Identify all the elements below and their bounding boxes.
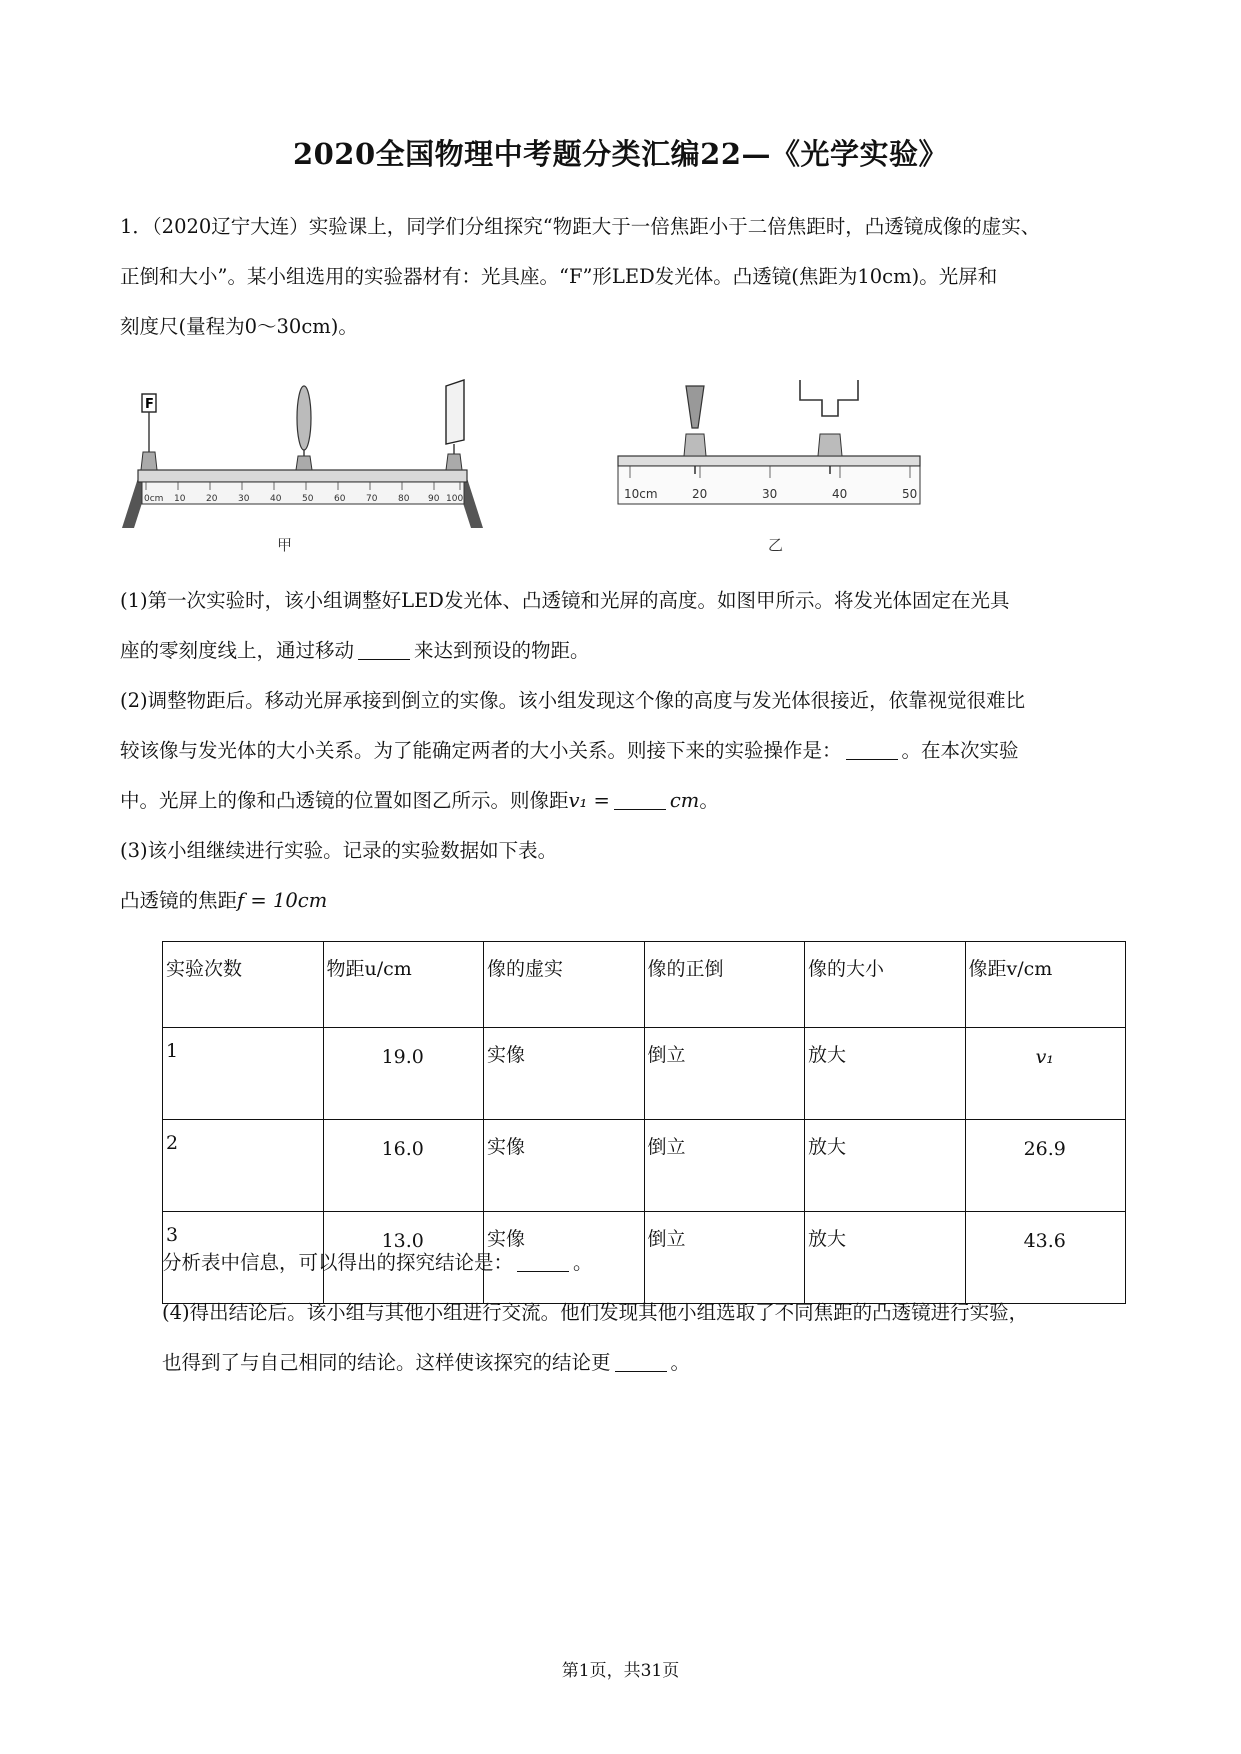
table-header-cell: 像距v/cm: [965, 942, 1126, 1028]
part-1-line-a: (1)第一次实验时，该小组调整好LED发光体、凸透镜和光屏的高度。如图甲所示。将发光体固定在光具: [120, 589, 1010, 612]
table-cell: 放大: [805, 1120, 966, 1212]
figure-jia: [122, 380, 483, 528]
answer-blank-4[interactable]: [517, 1249, 569, 1272]
ruler-jia-tick-4: 40: [270, 494, 282, 504]
part-1-line-b-pre: 座的零刻度线上，通过移动: [120, 639, 355, 662]
analysis-line-post: 。: [573, 1251, 593, 1274]
ruler-yi-tick-1: 20: [692, 487, 708, 501]
ruler-jia-tick-7: 70: [366, 494, 378, 504]
part-2-line-b-pre: 较该像与发光体的大小关系。为了能确定两者的大小关系。则接下来的实验操作是：: [120, 739, 842, 762]
part-2-line-c: [120, 776, 1130, 826]
f-letter: F: [145, 397, 154, 412]
table-cell: 倒立: [644, 1028, 805, 1120]
intro-line-3: 刻度尺(量程为0～30cm)。: [120, 315, 358, 338]
table-header-cell: 像的正倒: [644, 942, 805, 1028]
answer-blank-1[interactable]: [358, 637, 410, 660]
table-cell: 26.9: [965, 1120, 1126, 1212]
table-cell: 16.0: [323, 1120, 484, 1212]
table-cell: 实像: [484, 1028, 645, 1120]
question-parts: [120, 576, 1130, 926]
table-cell: 实像: [484, 1120, 645, 1212]
table-row: [163, 1120, 1126, 1212]
ruler-jia-tick-0: 0cm: [144, 494, 164, 504]
ruler-jia-tick-2: 20: [206, 494, 218, 504]
f-holder: [141, 452, 157, 470]
table-cell: v₁: [965, 1028, 1126, 1120]
part-2-line-b-post: 。在本次实验: [901, 739, 1019, 762]
table-cell: 倒立: [644, 1120, 805, 1212]
table-cell: 13.0: [323, 1212, 484, 1304]
part-4-line-a: (4)得出结论后。该小组与其他小组进行交流。他们发现其他小组选取了不同焦距的凸透镜进行实验，: [162, 1301, 1029, 1324]
part-4-line-b-post: 。: [670, 1351, 691, 1374]
figure-yi: [618, 380, 920, 504]
screen-holder: [446, 454, 462, 470]
focal-length-label: 凸透镜的焦距: [120, 889, 238, 912]
part-2-line-a: (2)调整物距后。移动光屏承接到倒立的实像。该小组发现这个像的高度与发光体很接近，依靠视觉很难比: [120, 689, 1026, 712]
question-parts-tail: [162, 1238, 1130, 1388]
ruler-yi-tick-4: 50: [902, 487, 918, 501]
yi-lens-holder: [684, 434, 706, 456]
intro-line-2: 正倒和大小”。某小组选用的实验器材有：光具座。“F”形LED发光体。凸透镜(焦距为10cm)。光屏和: [120, 265, 998, 288]
figure-jia-label: 甲: [277, 536, 293, 554]
table-cell: 放大: [805, 1212, 966, 1304]
ruler-jia-tick-8: 80: [398, 494, 410, 504]
yi-lens: [686, 386, 704, 428]
part-2-line-b: [120, 726, 1130, 776]
part-2-line-c-post: 。: [699, 789, 719, 812]
answer-blank-2[interactable]: [846, 737, 898, 760]
ruler-jia-tick-10: 100: [446, 494, 464, 504]
yi-screen-holder: [818, 434, 842, 456]
part-3-line: (3)该小组继续进行实验。记录的实验数据如下表。: [120, 839, 558, 862]
analysis-line-pre: 分析表中信息，可以得出的探究结论是：: [162, 1251, 514, 1274]
page-footer: 第1页，共31页: [561, 1661, 680, 1681]
yi-rail: [618, 456, 920, 466]
question-intro: [120, 202, 1130, 352]
part-2-line-c-pre: 中。光屏上的像和凸透镜的位置如图乙所示。则像距: [120, 789, 569, 812]
light-screen: [446, 380, 464, 444]
focal-length-line: [120, 876, 1130, 926]
analysis-line: [162, 1238, 1130, 1288]
unit-cm: cm: [669, 789, 700, 812]
answer-blank-5[interactable]: [615, 1349, 667, 1372]
table-row: [163, 1028, 1126, 1120]
yi-screen: [800, 380, 858, 416]
figure-yi-label: 乙: [768, 536, 784, 554]
table-cell: 3: [163, 1212, 324, 1304]
apparatus-figures: [120, 378, 1100, 568]
ruler-jia-tick-3: 30: [238, 494, 250, 504]
ruler-yi-tick-3: 40: [832, 487, 848, 501]
table-cell: 1: [163, 1028, 324, 1120]
ruler-yi-tick-0: 10cm: [624, 487, 658, 501]
bench-rail: [138, 470, 467, 482]
image-distance-symbol: v₁ =: [568, 789, 610, 812]
table-cell: 43.6: [965, 1212, 1126, 1304]
table-cell: 实像: [484, 1212, 645, 1304]
table-header-cell: 物距u/cm: [323, 942, 484, 1028]
table-header-cell: 实验次数: [163, 942, 324, 1028]
part-1-line-b: [120, 626, 1130, 676]
part-1-line-b-post: 来达到预设的物距。: [414, 639, 590, 662]
ruler-yi-tick-2: 30: [762, 487, 778, 501]
convex-lens: [297, 386, 311, 450]
ruler-jia-tick-5: 50: [302, 494, 314, 504]
ruler-jia-tick-9: 90: [428, 494, 440, 504]
part-4-line-b: [162, 1338, 1130, 1388]
lens-holder: [296, 456, 312, 470]
table-cell: 19.0: [323, 1028, 484, 1120]
document-title: 2020全国物理中考题分类汇编22—《光学实验》: [292, 137, 949, 171]
answer-blank-3[interactable]: [614, 787, 666, 810]
table-cell: 倒立: [644, 1212, 805, 1304]
table-header-cell: 像的大小: [805, 942, 966, 1028]
part-4-line-b-pre: 也得到了与自己相同的结论。这样使该探究的结论更: [162, 1351, 611, 1374]
intro-line-1: 1．（2020辽宁大连）实验课上，同学们分组探究“物距大于一倍焦距小于二倍焦距时，凸透镜成像的虚实、: [120, 215, 1041, 238]
focal-length-value: f = 10cm: [237, 889, 328, 912]
table-cell: 2: [163, 1120, 324, 1212]
table-header-row: [163, 942, 1126, 1028]
table-header-cell: 像的虚实: [484, 942, 645, 1028]
ruler-jia-tick-6: 60: [334, 494, 346, 504]
ruler-jia-tick-1: 10: [174, 494, 186, 504]
table-cell: 放大: [805, 1028, 966, 1120]
